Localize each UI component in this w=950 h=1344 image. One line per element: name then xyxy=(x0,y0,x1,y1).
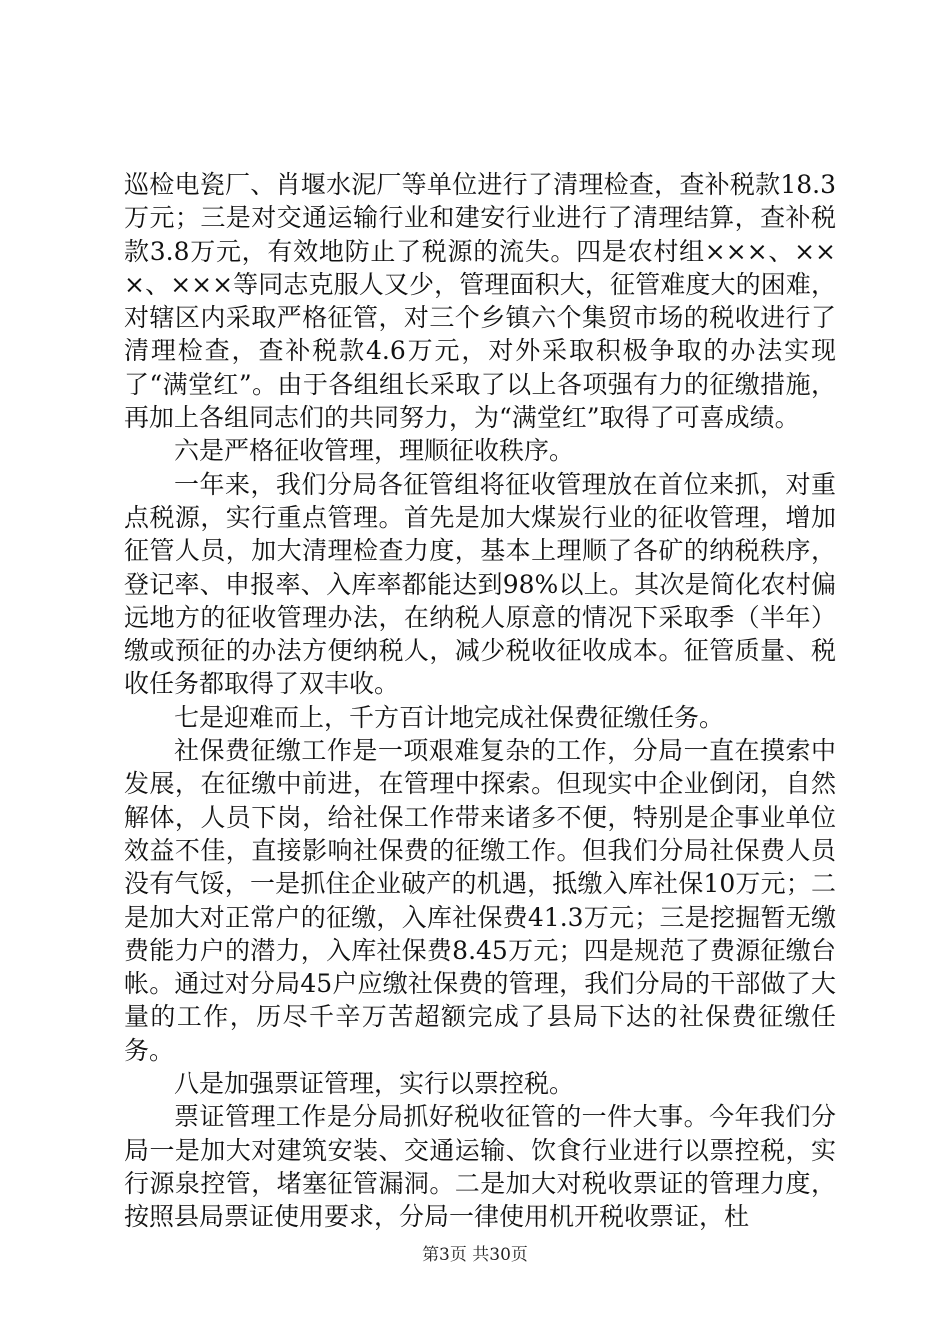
paragraph-2-heading: 六是严格征收管理，理顺征收秩序。 xyxy=(174,436,575,466)
paragraph-7: 票证管理工作是分局抓好税收征管的一件大事。今年我们分局一是加大对建筑安装、交通运输、饮食行业进行以票控税，实行源泉控管，堵塞征管漏洞。二是加大对税收票证的管理力度，按照县局票证使用要求，分局一律使用机开税收票证，杜 xyxy=(124,1102,836,1232)
paragraph-6-heading: 八是加强票证管理，实行以票控税。 xyxy=(174,1069,575,1099)
paragraph-5: 社保费征缴工作是一项艰难复杂的工作，分局一直在摸索中发展，在征缴中前进，在管理中探索。但现实中企业倒闭，自然解体，人员下岗，给社保工作带来诸多不便，特别是企事业单位效益不佳，直接影响社保费的征缴工作。但我们分局社保费人员没有气馁，一是抓住企业破产的机遇，抵缴入库社保10万元；二是加大对正常户的征缴，入库社保费41.3万元；三是挖掘暂无缴费能力户的潜力，入库社保费8.45万元；四是规范了费源征缴台帐。通过对分局45户应缴社保费的管理，我们分局的干部做了大量的工作，历尽千辛万苦超额完成了县局下达的社保费征缴任务。 xyxy=(124,736,836,1065)
paragraph-1: 巡检电瓷厂、肖堰水泥厂等单位进行了清理检查，查补税款18.3万元；三是对交通运输行业和建安行业进行了清理结算，查补税款3.8万元，有效地防止了税源的流失。四是农村组×××、×××、×××等同志克服人又少，管理面积大，征管难度大的困难，对辖区内采取严格征管，对三个乡镇六个集贸市场的税收进行了清理检查，查补税款4.6万元，对外采取积极争取的办法实现了“满堂红”。由于各组组长采取了以上各项强有力的征缴措施，再加上各组同志们的共同努力，为“满堂红”取得了可喜成绩。 xyxy=(124,170,836,433)
document-body xyxy=(124,168,836,1234)
paragraph-4-heading: 七是迎难而上，千方百计地完成社保费征缴任务。 xyxy=(174,702,725,732)
paragraph-3: 一年来，我们分局各征管组将征收管理放在首位来抓，对重点税源，实行重点管理。首先是加大煤炭行业的征收管理，增加征管人员，加大清理检查力度，基本上理顺了各矿的纳税秩序，登记率、申报率、入库率都能达到98%以上。其次是简化农村偏远地方的征收管理办法，在纳税人原意的情况下采取季（半年）缴或预征的办法方便纳税人，减少税收征收成本。征管质量、税收任务都取得了双丰收。 xyxy=(124,469,836,699)
page-number-footer: 第3页 共30页 xyxy=(422,1245,528,1265)
